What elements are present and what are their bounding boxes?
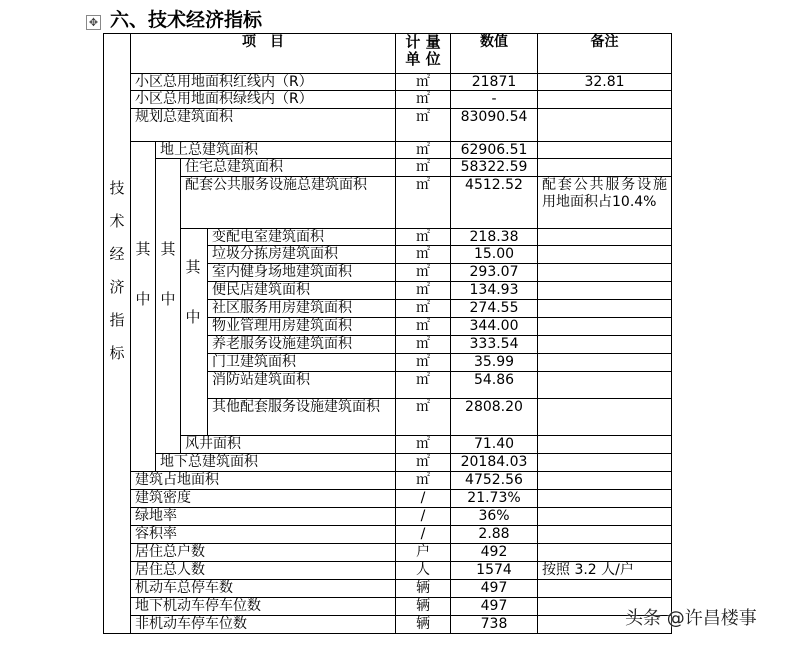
row-unit: /: [395, 489, 451, 508]
row-item: 规划总建筑面积: [130, 108, 396, 142]
row-unit: ㎡: [395, 108, 451, 142]
row-note: [537, 398, 672, 436]
row-unit: 辆: [395, 615, 451, 634]
qizhong-label-2: 其中: [160, 240, 176, 308]
row-value: 71.40: [450, 435, 538, 454]
row-note: [537, 453, 672, 472]
row-item: 非机动车停车位数: [130, 615, 396, 634]
row-value: 497: [450, 597, 538, 616]
row-note: [537, 353, 672, 372]
row-item: 便民店建筑面积: [207, 281, 396, 300]
row-unit: /: [395, 525, 451, 544]
row-value: 21.73%: [450, 489, 538, 508]
row-value: 21871: [450, 73, 538, 91]
row-note: [537, 263, 672, 282]
row-unit: ㎡: [395, 141, 451, 159]
row-item: 容积率: [130, 525, 396, 544]
row-note: [537, 141, 672, 159]
row-note: [537, 228, 672, 246]
row-note: 32.81: [537, 73, 672, 91]
row-value: 134.93: [450, 281, 538, 300]
row-note: [537, 299, 672, 318]
row-value: 58322.59: [450, 158, 538, 177]
row-item: 住宅总建筑面积: [180, 158, 396, 177]
row-note: [537, 543, 672, 562]
row-unit: ㎡: [395, 371, 451, 399]
row-value: 293.07: [450, 263, 538, 282]
row-item: 地下总建筑面积: [155, 453, 396, 472]
row-value: 492: [450, 543, 538, 562]
row-note: [537, 525, 672, 544]
row-unit: ㎡: [395, 471, 451, 490]
row-item: 居住总户数: [130, 543, 396, 562]
row-item: 建筑占地面积: [130, 471, 396, 490]
row-unit: ㎡: [395, 435, 451, 454]
row-value: 83090.54: [450, 108, 538, 142]
row-item: 其他配套服务设施建筑面积: [207, 398, 396, 436]
row-value: 738: [450, 615, 538, 634]
row-value: 344.00: [450, 317, 538, 336]
row-unit: ㎡: [395, 281, 451, 300]
row-item: 物业管理用房建筑面积: [207, 317, 396, 336]
row-unit: 户: [395, 543, 451, 562]
side-label-technical-indicators: 技术经济指标: [109, 179, 125, 362]
row-item: 配套公共服务设施总建筑面积: [180, 176, 396, 229]
row-item: 消防站建筑面积: [207, 371, 396, 399]
qizhong-label-3: 其中: [185, 258, 201, 326]
row-note: [537, 435, 672, 454]
row-item: 地上总建筑面积: [155, 141, 396, 159]
row-item: 门卫建筑面积: [207, 353, 396, 372]
table-move-handle-icon[interactable]: ✥: [86, 15, 101, 30]
row-item: 垃圾分拣房建筑面积: [207, 245, 396, 264]
row-item: 绿地率: [130, 507, 396, 526]
row-value: 1574: [450, 561, 538, 580]
row-value: 54.86: [450, 371, 538, 399]
row-item: 变配电室建筑面积: [207, 228, 396, 246]
row-value: 333.54: [450, 335, 538, 354]
row-item: 建筑密度: [130, 489, 396, 508]
row-value: 20184.03: [450, 453, 538, 472]
header-item: 项 目: [130, 33, 396, 74]
row-note: [537, 471, 672, 490]
row-value: 274.55: [450, 299, 538, 318]
row-unit: /: [395, 507, 451, 526]
row-unit: ㎡: [395, 453, 451, 472]
row-note: [537, 158, 672, 177]
row-unit: ㎡: [395, 317, 451, 336]
row-note: [537, 507, 672, 526]
row-value: 2.88: [450, 525, 538, 544]
row-unit: ㎡: [395, 176, 451, 229]
row-unit: ㎡: [395, 263, 451, 282]
row-note: [537, 281, 672, 300]
row-note: [537, 90, 672, 109]
row-item: 居住总人数: [130, 561, 396, 580]
row-value: 4752.56: [450, 471, 538, 490]
row-item: 小区总用地面积绿线内（R）: [130, 90, 396, 109]
header-unit: 计 量 单 位: [395, 33, 451, 74]
row-item: 养老服务设施建筑面积: [207, 335, 396, 354]
row-unit: ㎡: [395, 90, 451, 109]
row-unit: ㎡: [395, 353, 451, 372]
row-value: 2808.20: [450, 398, 538, 436]
row-unit: 人: [395, 561, 451, 580]
row-unit: ㎡: [395, 158, 451, 177]
row-item: 机动车总停车数: [130, 579, 396, 598]
row-note: [537, 579, 672, 598]
row-unit: ㎡: [395, 299, 451, 318]
row-item: 室内健身场地建筑面积: [207, 263, 396, 282]
row-note: 按照 3.2 人/户: [537, 561, 672, 580]
row-value: 497: [450, 579, 538, 598]
row-unit: ㎡: [395, 335, 451, 354]
row-item: 小区总用地面积红线内（R）: [130, 73, 396, 91]
row-value: 4512.52: [450, 176, 538, 229]
row-unit: ㎡: [395, 245, 451, 264]
row-value: 218.38: [450, 228, 538, 246]
row-value: 35.99: [450, 353, 538, 372]
row-note: [537, 335, 672, 354]
row-item: 社区服务用房建筑面积: [207, 299, 396, 318]
row-unit: ㎡: [395, 73, 451, 91]
section-title: 六、技术经济指标: [110, 9, 263, 31]
row-unit: ㎡: [395, 228, 451, 246]
row-value: -: [450, 90, 538, 109]
row-unit: ㎡: [395, 398, 451, 436]
row-unit: 辆: [395, 579, 451, 598]
row-note: [537, 108, 672, 142]
row-unit: 辆: [395, 597, 451, 616]
row-item: 风井面积: [180, 435, 396, 454]
row-note: [537, 371, 672, 399]
row-item: 地下机动车停车位数: [130, 597, 396, 616]
row-note: [537, 317, 672, 336]
qizhong-label-1: 其中: [135, 240, 151, 308]
row-value: 62906.51: [450, 141, 538, 159]
row-note: 配套公共服务设施用地面积占10.4%: [537, 176, 672, 229]
row-value: 36%: [450, 507, 538, 526]
header-note: 备注: [537, 33, 672, 74]
watermark: 头条 @许昌楼事: [625, 608, 757, 629]
header-value: 数值: [450, 33, 538, 74]
row-note: [537, 489, 672, 508]
row-note: [537, 245, 672, 264]
row-value: 15.00: [450, 245, 538, 264]
